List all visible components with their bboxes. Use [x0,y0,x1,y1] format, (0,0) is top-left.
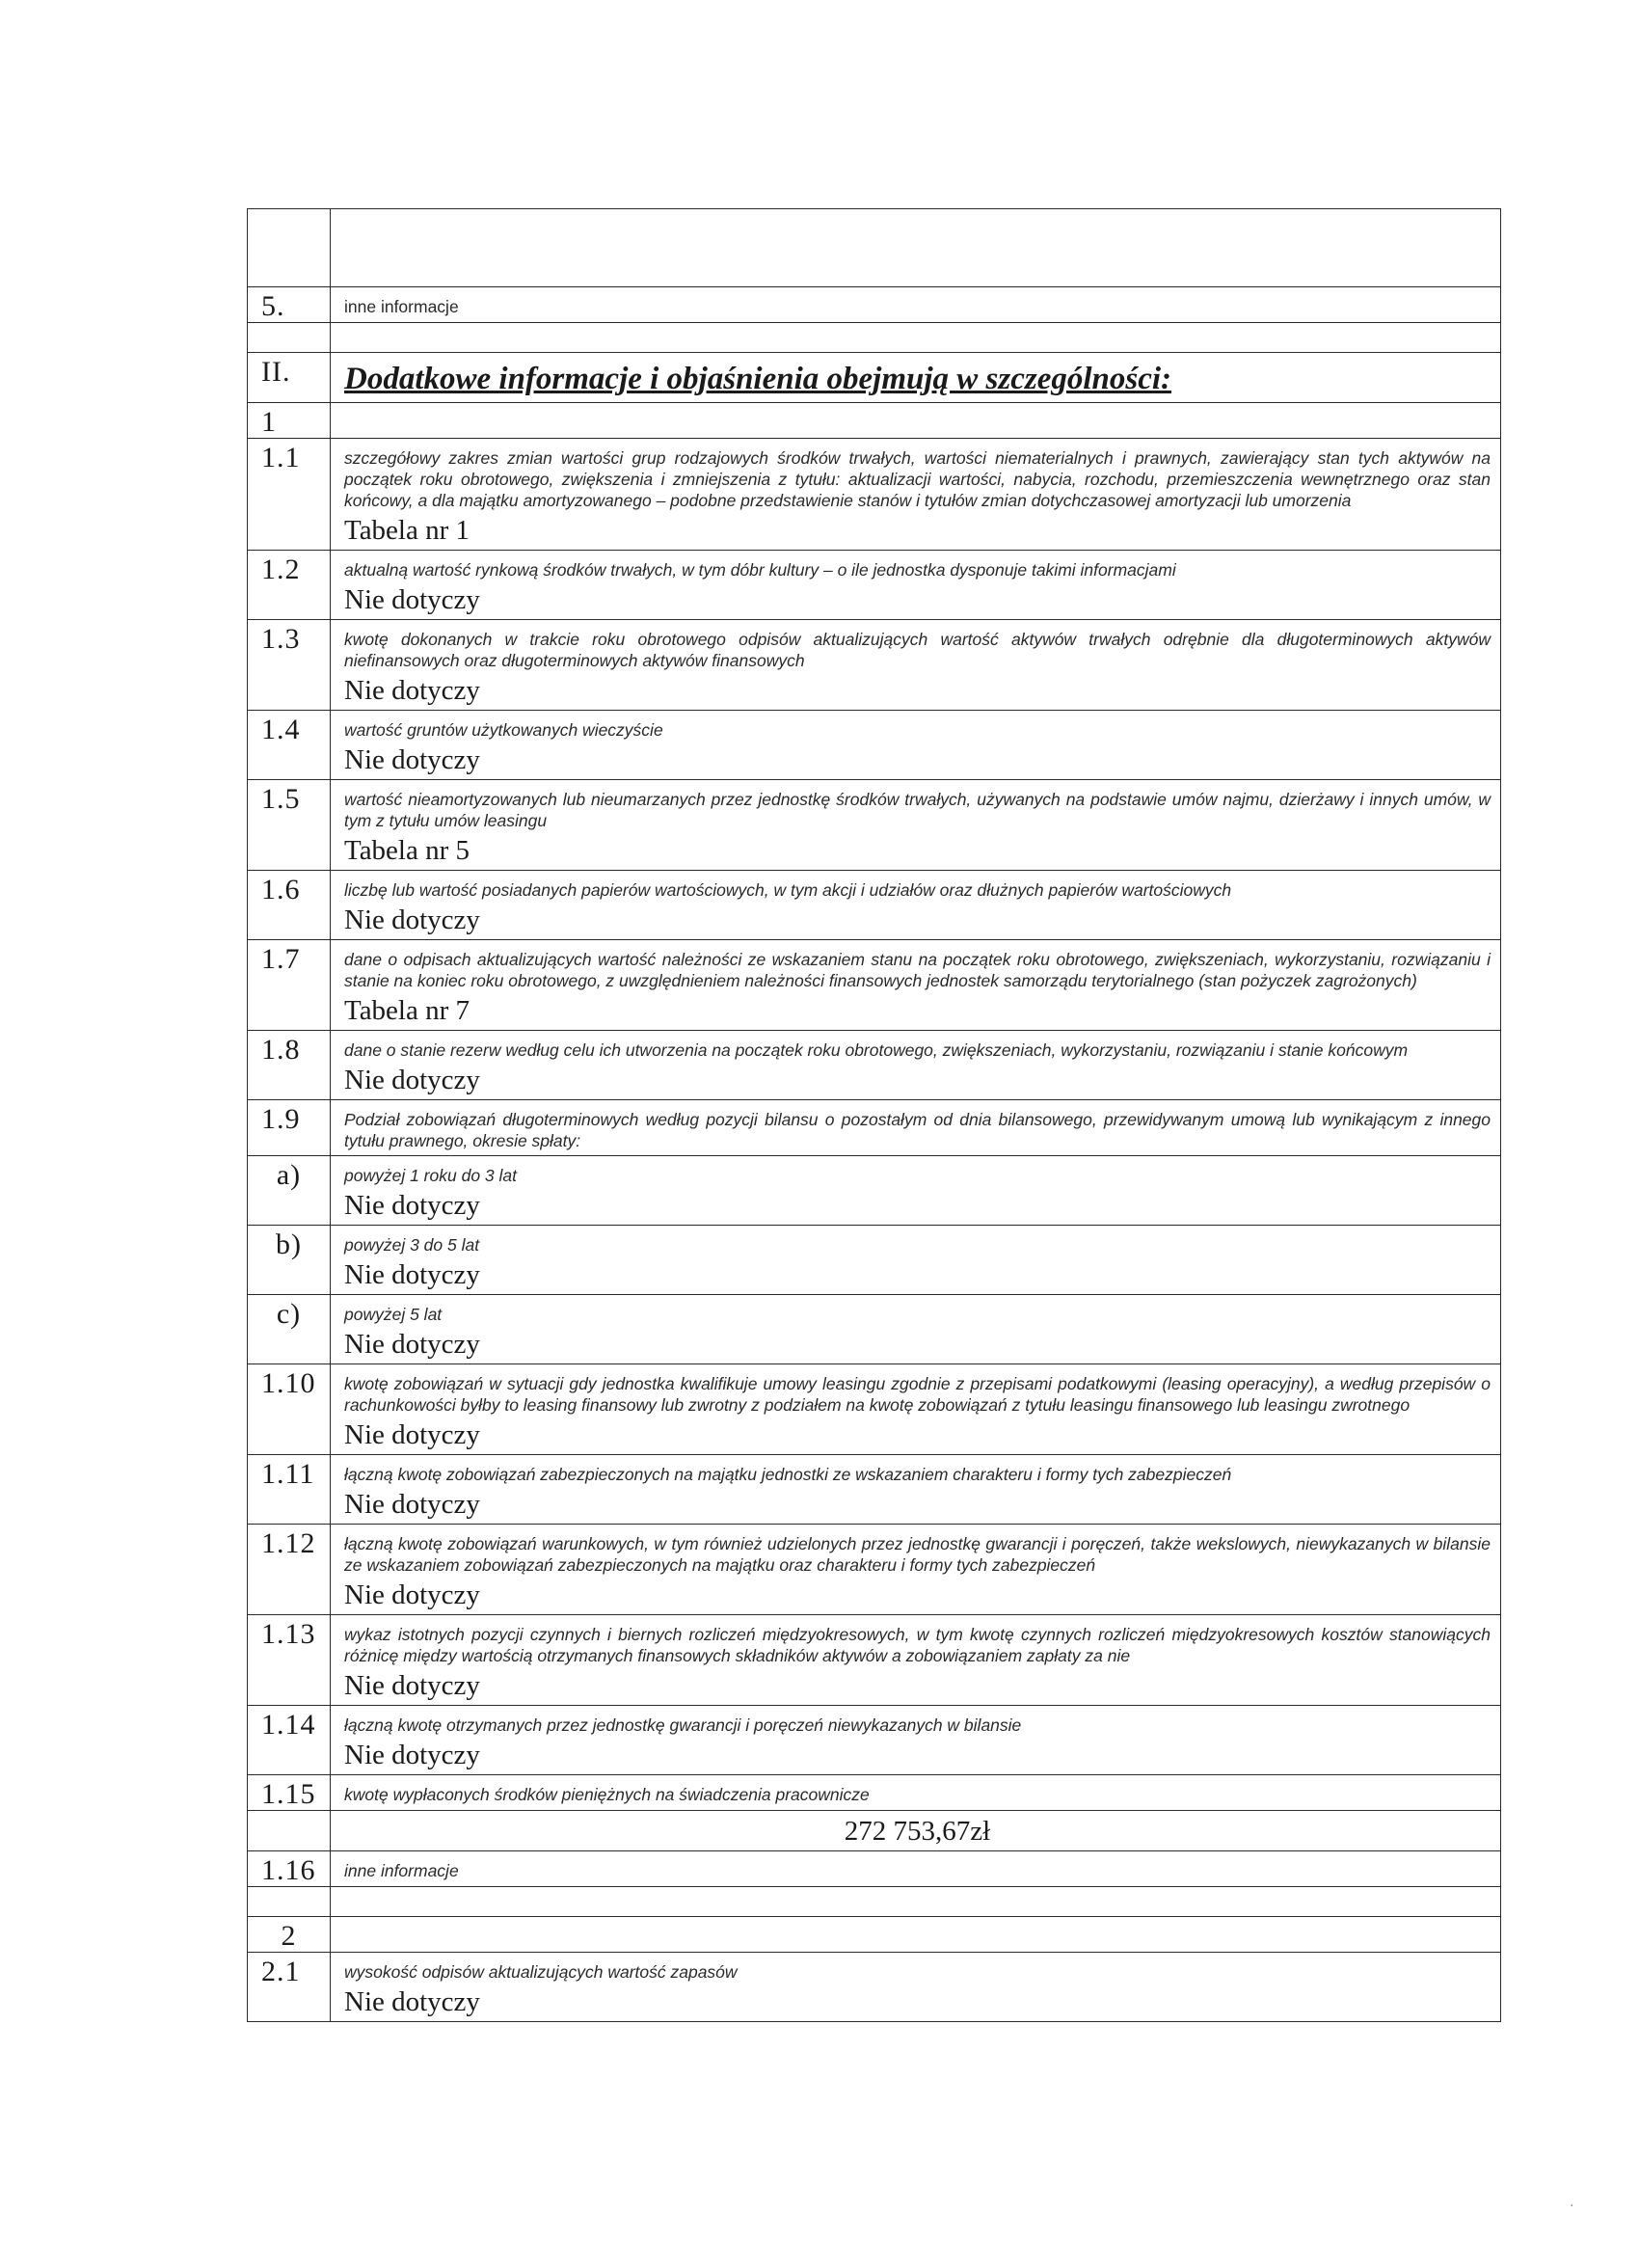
table-row-1-15 [248,1775,1501,1811]
row-answer: Nie dotyczy [344,584,480,615]
table-row-1-7 [248,940,1501,1031]
table-row-b [248,1226,1501,1295]
row-answer: Nie dotyczy [344,675,480,706]
row-label: powyżej 3 do 5 lat [344,1235,480,1255]
row-answer: Nie dotyczy [344,1259,480,1290]
row-label: powyżej 1 roku do 3 lat [344,1166,517,1185]
row-number: 1.10 [248,1364,331,1455]
row-label: liczbę lub wartość posiadanych papierów wartościowych, w tym akcji i udziałów oraz dłużnych papierów wartościowych [344,880,1232,900]
table-row-2 [248,1917,1501,1953]
row-number: 1.3 [248,620,331,711]
table-row-spacer [248,323,1501,353]
row-label: kwotę dokonanych w trakcie roku obrotowego odpisów aktualizujących wartość aktywów trwałych odrębnie dla długoterminowych aktywów niefinansowych oraz długoterminowych aktywów finansowych [344,630,1491,670]
row-number: II. [248,353,331,403]
row-number: a) [248,1156,331,1226]
table-row-blank-top [248,209,1501,287]
row-label: dane o odpisach aktualizujących wartość należności ze wskazaniem stanu na początek roku obrotowego, zwiększeniach, wykorzystaniu, rozwiązaniu i stanie na koniec roku obrotowego, z uwzględnieniem należności finansowych jednostek samorządu terytorialnego (stan pożyczek zagrożonych) [344,950,1491,990]
row-number: 2.1 [248,1953,331,2022]
row-answer: Tabela nr 7 [344,995,470,1026]
row-answer: Nie dotyczy [344,1740,480,1770]
row-number: b) [248,1226,331,1295]
row-answer: Tabela nr 5 [344,835,470,866]
document-table [247,208,1501,2022]
row-number: 1.9 [248,1100,331,1156]
row-label: wykaz istotnych pozycji czynnych i biernych rozliczeń międzyokresowych, w tym kwotę czynnych rozliczeń międzyokresowych kosztów stanowiących różnicę między wartością otrzymanych finansowych składników aktywów a zobowiązaniem zapłaty za nie [344,1625,1491,1665]
table-row-1-4 [248,711,1501,780]
table-row-1-10 [248,1364,1501,1455]
row-answer: Nie dotyczy [344,1419,480,1450]
table-row-1-3 [248,620,1501,711]
row-number: 1.1 [248,439,331,551]
row-answer: Tabela nr 1 [344,515,470,546]
table-row-2-1 [248,1953,1501,2022]
row-answer: Nie dotyczy [344,1065,480,1095]
row-label: kwotę wypłaconych środków pieniężnych na świadczenia pracownicze [344,1785,870,1804]
row-number: 1.2 [248,551,331,620]
table-row-1-2 [248,551,1501,620]
row-number: 2 [248,1917,331,1953]
table-row-1-14 [248,1706,1501,1775]
row-number: 1.16 [248,1851,331,1887]
row-label: aktualną wartość rynkową środków trwałych, w tym dóbr kultury – o ile jednostka dysponuje takimi informacjami [344,560,1176,580]
row-answer: Nie dotyczy [344,1329,480,1360]
table-row-1-8 [248,1031,1501,1100]
table-row-1-1 [248,439,1501,551]
row-number-cell [248,209,331,287]
row-number: 1.15 [248,1775,331,1811]
row-number: 1.11 [248,1455,331,1525]
row-label: inne informacje [344,297,459,316]
table-row-1 [248,403,1501,439]
scan-dot: · [1570,2199,1574,2214]
row-label: łączną kwotę zobowiązań warunkowych, w tym również udzielonych przez jednostkę gwarancji i poręczeń, także wekslowych, niewykazanych w bilansie ze wskazaniem zobowiązań zabezpieczonych na majątku oraz charakteru i formy tych zabezpieczeń [344,1534,1491,1575]
row-answer: Nie dotyczy [344,1580,480,1610]
table-row-1-5 [248,780,1501,871]
table-row-1-16 [248,1851,1501,1887]
row-label: inne informacje [344,1861,459,1880]
row-label: łączną kwotę zobowiązań zabezpieczonych na majątku jednostki ze wskazaniem charakteru i formy tych zabezpieczeń [344,1465,1232,1484]
section-heading: Dodatkowe informacje i objaśnienia obejmują w szczególności: [344,362,1172,396]
table-row-1-12 [248,1525,1501,1615]
table-row-1-9 [248,1100,1501,1156]
table-row-a [248,1156,1501,1226]
row-number: c) [248,1295,331,1364]
row-number: 1.12 [248,1525,331,1615]
row-label: Podział zobowiązań długoterminowych według pozycji bilansu o pozostałym od dnia bilansowego, przewidywanym umową lub wynikającym z innego tytułu prawnego, okresie spłaty: [344,1110,1491,1150]
row-number: 1.14 [248,1706,331,1775]
row-number: 1.13 [248,1615,331,1706]
row-number: 1.6 [248,871,331,940]
row-label: wartość gruntów użytkowanych wieczyście [344,720,663,740]
row-label: wartość nieamortyzowanych lub nieumarzanych przez jednostkę środków trwałych, używanych na podstawie umów najmu, dzierżawy i innych umów, w tym z tytułu umów leasingu [344,790,1491,830]
row-label: łączną kwotę otrzymanych przez jednostkę gwarancji i poręczeń niewykazanych w bilansie [344,1715,1022,1735]
row-number: 1.5 [248,780,331,871]
table-row-spacer [248,1887,1501,1917]
row-number: 5. [248,287,331,323]
row-label: dane o stanie rezerw według celu ich utworzenia na początek roku obrotowego, zwiększeniach, wykorzystaniu, rozwiązaniu i stanie końcowym [344,1040,1409,1060]
row-answer-amount: 272 753,67zł [844,1816,991,1847]
table-row-1-11 [248,1455,1501,1525]
row-answer: Nie dotyczy [344,744,480,775]
row-number: 1.4 [248,711,331,780]
table-row-II [248,353,1501,403]
table-row-c [248,1295,1501,1364]
row-label: szczegółowy zakres zmian wartości grup rodzajowych środków trwałych, wartości niematerialnych i prawnych, zawierający stan tych aktywów na początek roku obrotowego, zwiększenia i zmniejszenia z tytułu: aktualizacji wartości, nabycia, rozchodu, przemieszczenia wewnętrznego oraz stan końcowy, a dla majątku amortyzowanego – podobne przedstawienie stanów i tytułów zmian dotychczasowej amortyzacji lub umorzenia [344,448,1491,510]
table-row-5 [248,287,1501,323]
row-number: 1 [248,403,331,439]
row-label: wysokość odpisów aktualizujących wartość zapasów [344,1962,738,1982]
row-answer: Nie dotyczy [344,1190,480,1221]
table-row-1-15-value [248,1811,1501,1851]
row-content-cell [331,209,1501,287]
row-number: 1.8 [248,1031,331,1100]
row-label: powyżej 5 lat [344,1305,443,1324]
row-answer: Nie dotyczy [344,904,480,935]
row-answer: Nie dotyczy [344,1489,480,1520]
row-number: 1.7 [248,940,331,1031]
table-row-1-6 [248,871,1501,940]
row-answer: Nie dotyczy [344,1986,480,2017]
row-label: kwotę zobowiązań w sytuacji gdy jednostka kwalifikuje umowy leasingu zgodnie z przepisami podatkowymi (leasing operacyjny), a według przepisów o rachunkowości byłby to leasing finansowy lub zwrotny z podziałem na kwotę zobowiązań z tytułu leasingu finansowego lub leasingu zwrotnego [344,1374,1491,1415]
row-answer: Nie dotyczy [344,1670,480,1701]
table-row-1-13 [248,1615,1501,1706]
